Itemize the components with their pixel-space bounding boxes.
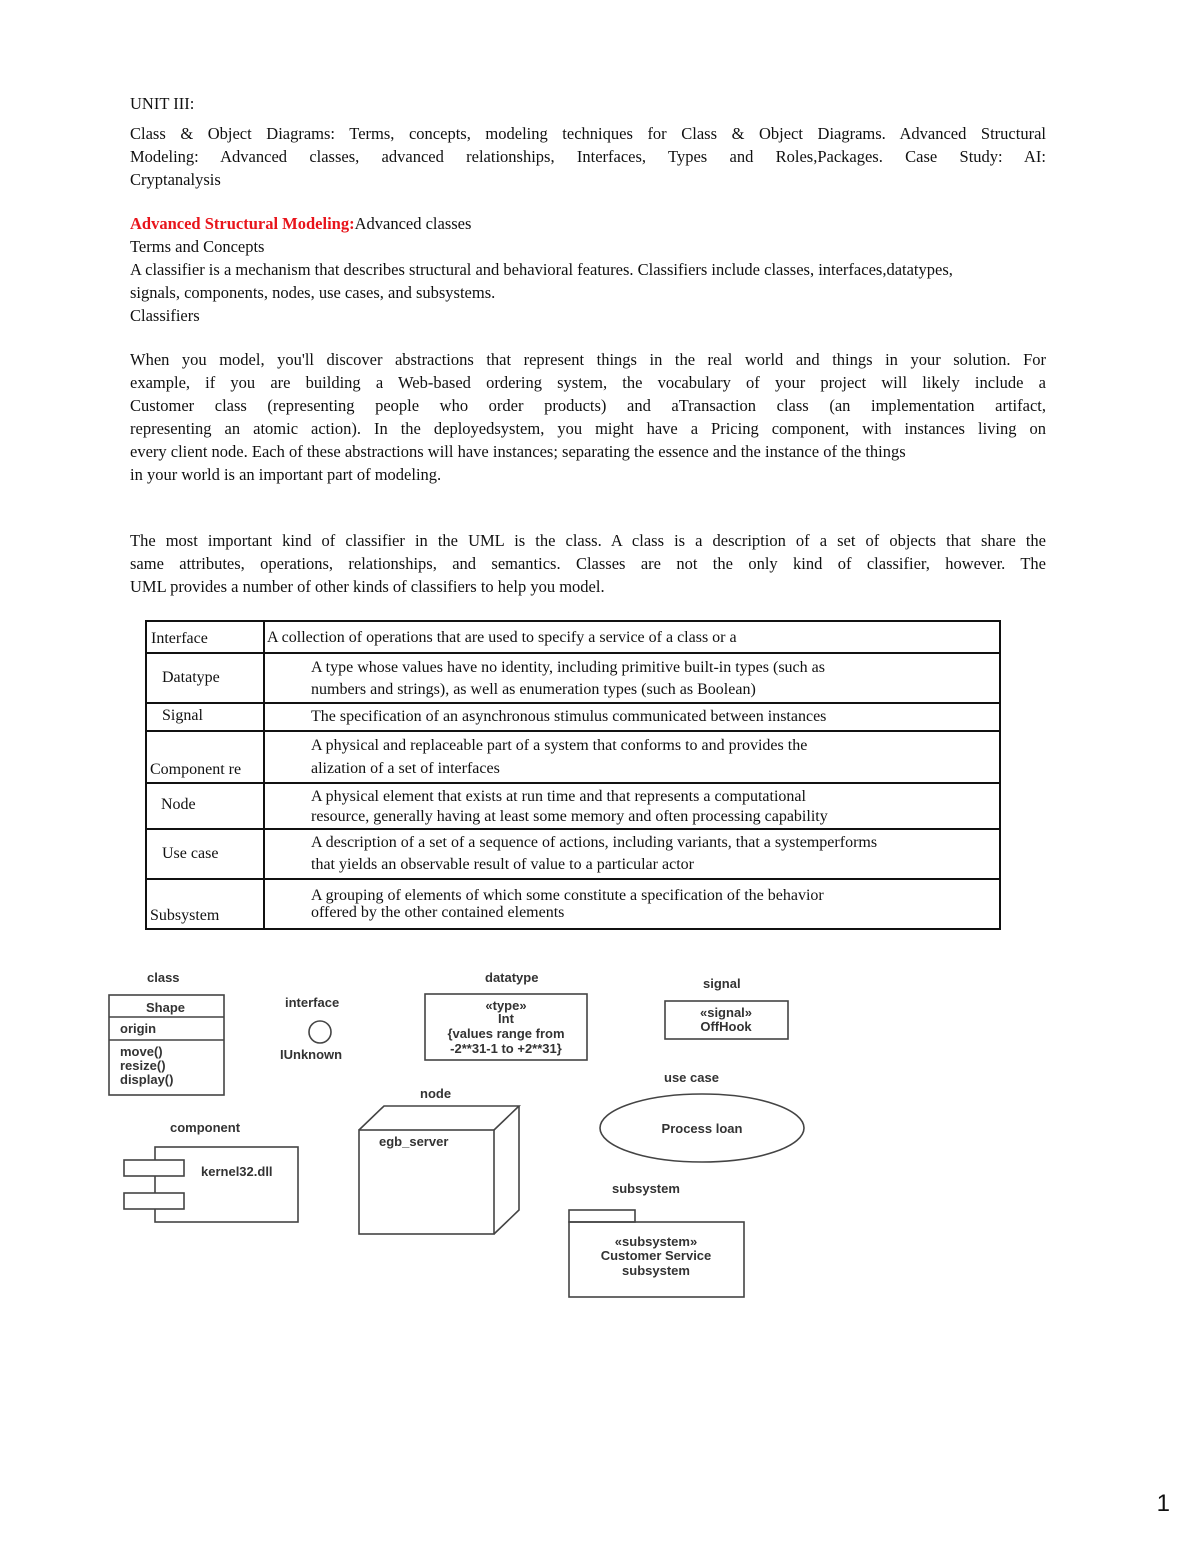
component-label: component <box>170 1120 241 1135</box>
subsystem-label: subsystem <box>612 1181 680 1196</box>
table-row <box>146 829 1000 879</box>
interface-label: interface <box>285 995 340 1010</box>
para1-line-1: When you model, you'll discover abstractions that represent things in the real world and things in your solution. For <box>130 350 1046 369</box>
class-label: class <box>147 970 180 985</box>
section-heading-rest: Advanced classes <box>354 214 472 233</box>
para1-line-5: every client node. Each of these abstractions will have instances; separating the essence and the instance of the things <box>130 442 906 461</box>
definition-cell-line2: alization of a set of interfaces <box>311 760 500 777</box>
para1-line-2: example, if you are building a Web-based ordering system, the vocabulary of your project will likely include a <box>130 373 1046 392</box>
subsystem-line-3: subsystem <box>622 1263 690 1278</box>
class-operation-1: move() <box>120 1044 163 1059</box>
datatype-line-4: -2**31-1 to +2**31} <box>450 1041 562 1056</box>
para1-line-6: in your world is an important part of modeling. <box>130 465 442 484</box>
signal-line-2: OffHook <box>700 1019 752 1034</box>
unit-heading: UNIT III: <box>130 94 195 113</box>
intro-line-3: Cryptanalysis <box>130 170 221 189</box>
term-cell: Interface <box>151 630 208 647</box>
component-name: kernel32.dll <box>201 1164 273 1179</box>
subsystem-line-1: «subsystem» <box>614 1234 698 1249</box>
section-heading-red: Advanced Structural Modeling: <box>130 214 355 233</box>
term-cell: Component re <box>150 761 242 778</box>
table-row <box>146 879 1000 929</box>
classifier-table <box>145 620 1001 930</box>
definition-cell: A physical element that exists at run time and that represents a computational <box>311 788 806 805</box>
component-box <box>155 1147 298 1222</box>
signal-label: signal <box>703 976 741 991</box>
term-cell: Datatype <box>162 669 220 686</box>
datatype-label: datatype <box>485 970 539 985</box>
definition-cell-line2: that yields an observable result of value to a particular actor <box>311 856 694 873</box>
table-row <box>146 703 1000 731</box>
usecase-label: use case <box>664 1070 719 1085</box>
section-heading <box>130 213 471 235</box>
datatype-line-2: Int <box>498 1011 514 1026</box>
page-number: 1 <box>1156 1490 1170 1517</box>
node-name: egb_server <box>379 1134 449 1149</box>
para2-line-2: same attributes, operations, relationships, and semantics. Classes are not the only kind of classifier, however. The <box>130 554 1046 573</box>
interface-lollipop-icon <box>309 1021 331 1043</box>
subsystem-line-2: Customer Service <box>600 1248 712 1263</box>
definition-cell: A type whose values have no identity, including primitive built-in types (such as <box>311 659 825 676</box>
para2-line-1: The most important kind of classifier in the UML is the class. A class is a description of a set of objects that share the <box>130 531 1046 550</box>
term-cell: Subsystem <box>150 907 220 924</box>
definition-cell: A grouping of elements of which some constitute a specification of the behavior <box>311 887 824 904</box>
subsystem-tab <box>569 1210 635 1222</box>
table-row <box>146 731 1000 783</box>
term-cell: Use case <box>162 845 219 862</box>
classifiers-label: Classifiers <box>130 306 200 325</box>
definition-cell: The specification of an asynchronous stimulus communicated between instances <box>311 708 827 725</box>
node-label: node <box>420 1086 452 1101</box>
para1-line-4: representing an atomic action). In the deployedsystem, you might have a Pricing component, with instances living on <box>130 419 1046 438</box>
definition-line-1: A classifier is a mechanism that describes structural and behavioral features. Classifiers include classes, interfaces,datatypes, <box>130 260 953 279</box>
datatype-line-1: «type» <box>485 998 527 1013</box>
definition-cell-line2: resource, generally having at least some memory and often processing capability <box>311 808 828 825</box>
table-row <box>146 621 1000 653</box>
table-row <box>146 653 1000 703</box>
definition-cell-line2: offered by the other contained elements <box>311 904 565 921</box>
class-attribute: origin <box>120 1021 157 1036</box>
table-row <box>146 783 1000 829</box>
uml-classifiers-diagram <box>100 960 820 1305</box>
intro-line-1: Class & Object Diagrams: Terms, concepts, modeling techniques for Class & Object Diagrams. Advanced Structural <box>130 124 1046 143</box>
class-operation-2: resize() <box>120 1058 166 1073</box>
term-cell: Signal <box>162 707 203 724</box>
usecase-name: Process loan <box>661 1121 743 1136</box>
term-cell: Node <box>161 796 196 813</box>
definition-line-2: signals, components, nodes, use cases, and subsystems. <box>130 283 496 302</box>
definition-cell: A collection of operations that are used to specify a service of a class or a <box>267 629 737 646</box>
definition-cell: A description of a set of a sequence of actions, including variants, that a systemperforms <box>311 834 878 851</box>
terms-label: Terms and Concepts <box>130 237 265 256</box>
definition-cell: A physical and replaceable part of a system that conforms to and provides the <box>311 737 808 754</box>
para2-line-3: UML provides a number of other kinds of classifiers to help you model. <box>130 577 605 596</box>
class-operation-3: display() <box>120 1072 174 1087</box>
para1-line-3: Customer class (representing people who order products) and aTransaction class (an implementation artifact, <box>130 396 1046 415</box>
interface-name: IUnknown <box>280 1047 343 1062</box>
definition-cell-line2: numbers and strings), as well as enumeration types (such as Boolean) <box>311 681 756 698</box>
datatype-line-3: {values range from <box>447 1026 565 1041</box>
signal-line-1: «signal» <box>699 1005 753 1020</box>
intro-line-2: Modeling: Advanced classes, advanced relationships, Interfaces, Types and Roles,Packages. Case Study: AI: <box>130 147 1046 166</box>
class-name: Shape <box>146 1000 186 1015</box>
